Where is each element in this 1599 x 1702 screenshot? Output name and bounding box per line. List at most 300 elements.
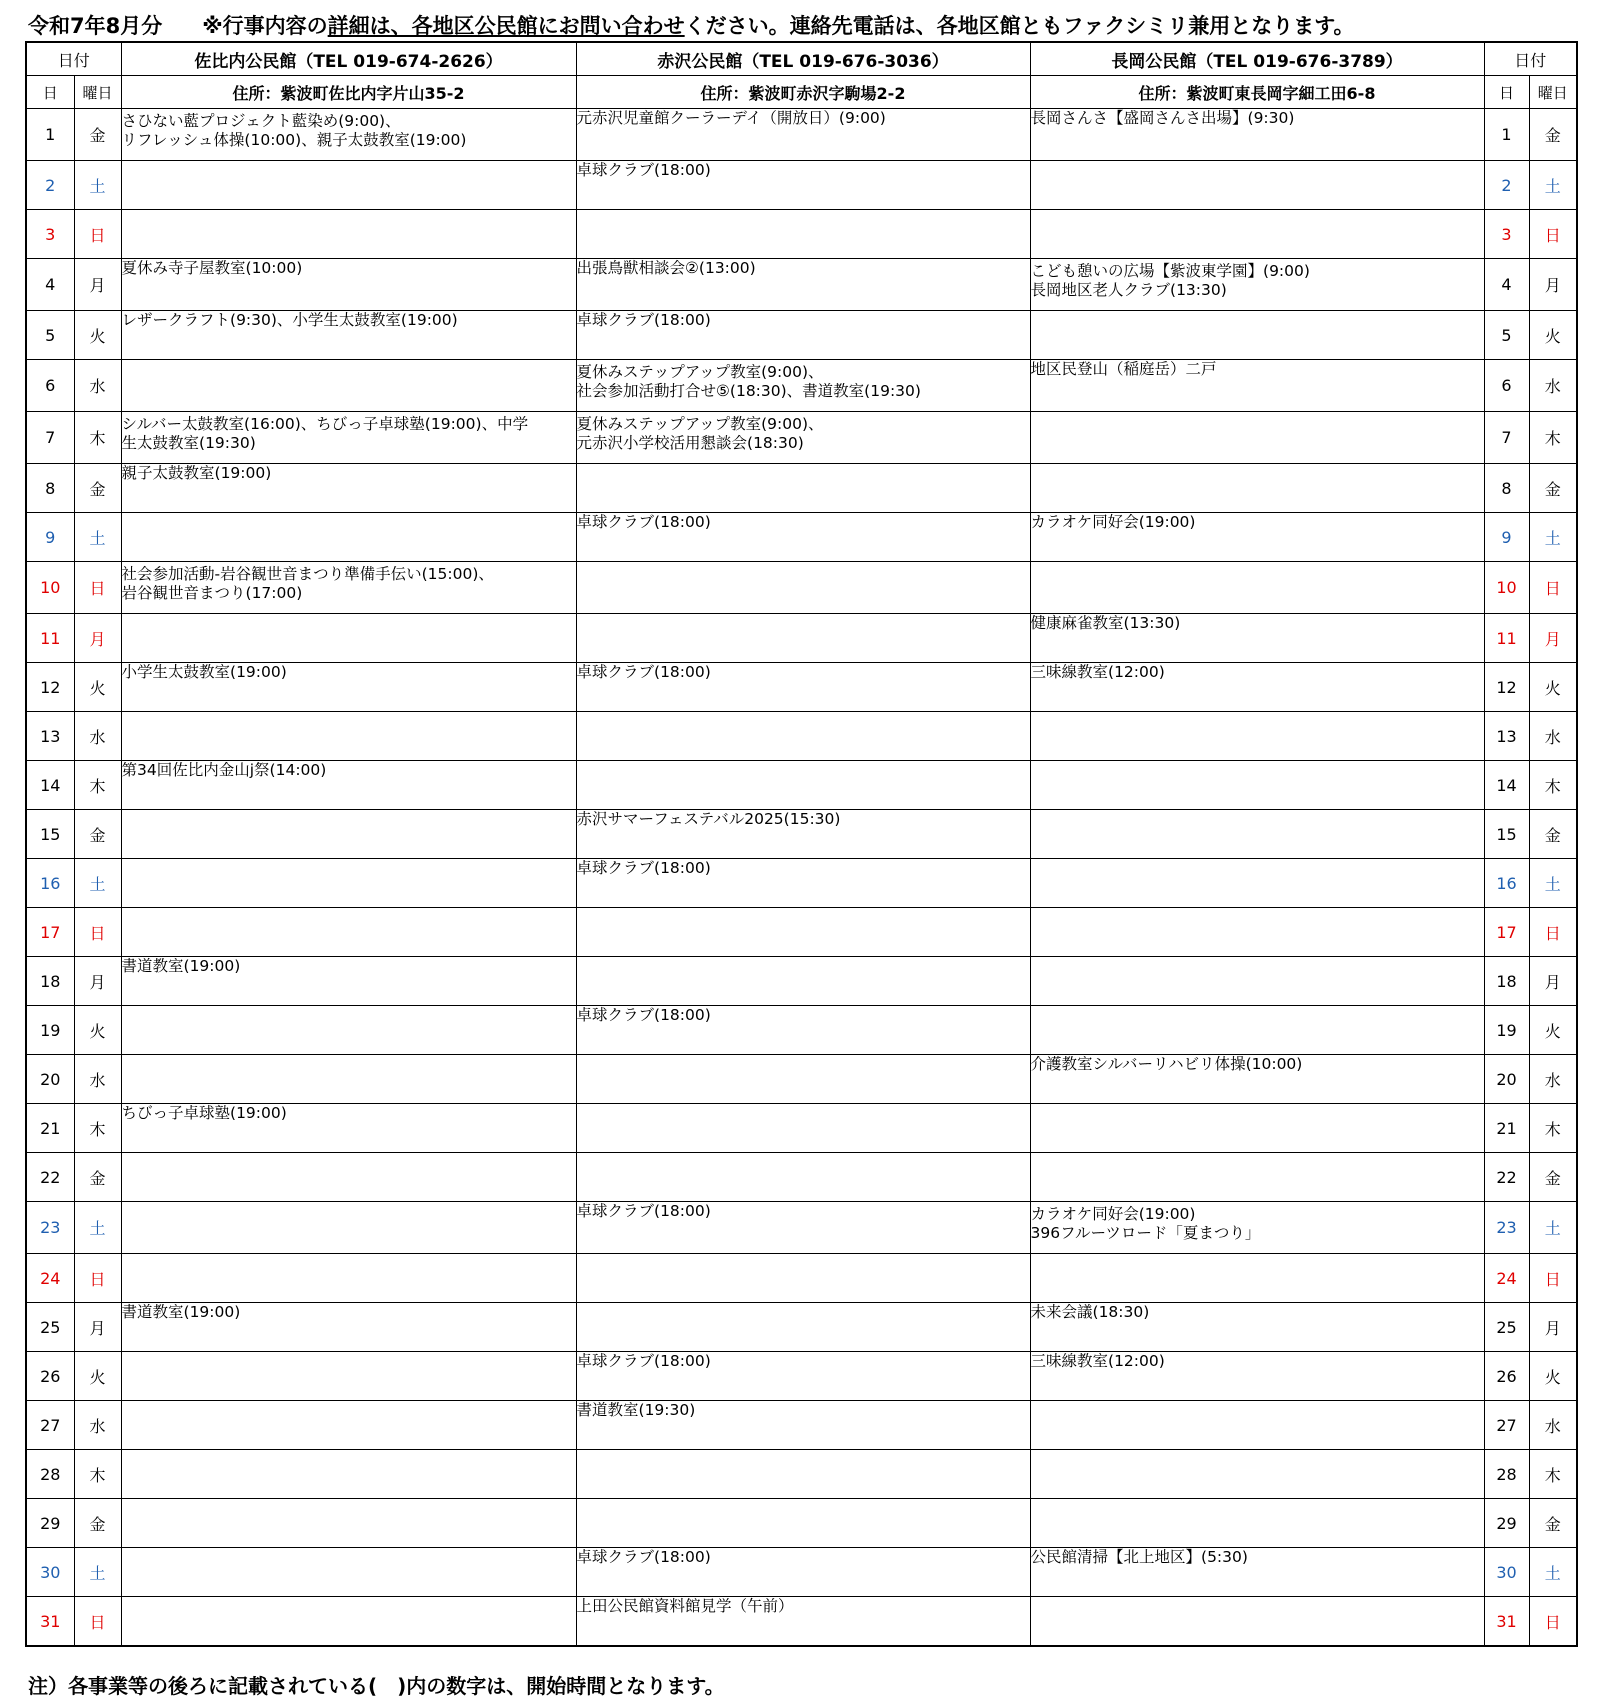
weekday: 水 [74, 360, 121, 412]
hall2-events [576, 1202, 1030, 1254]
day-number-right: 27 [1484, 1401, 1529, 1450]
hall1-events [121, 1401, 576, 1450]
hall1-events [121, 513, 576, 562]
day-number-right: 7 [1484, 412, 1529, 464]
notice-post: ください。連絡先電話は、各地区館ともファクシミリ兼用となります。 [684, 14, 1355, 38]
weekday-right: 月 [1529, 614, 1577, 663]
hall2-events [576, 1548, 1030, 1597]
day-number: 12 [26, 663, 74, 712]
event-line: さひない藍プロジェクト藍染め(9:00)、 [121, 112, 401, 130]
weekday: 水 [74, 1401, 121, 1450]
day-number: 2 [26, 161, 74, 210]
day-number: 28 [26, 1450, 74, 1499]
hall1-events [121, 614, 576, 663]
event-line: 卓球クラブ(18:00) [576, 311, 711, 329]
hall3-events [1030, 957, 1484, 1006]
hall1-events [121, 1499, 576, 1548]
table-row [26, 663, 1577, 712]
day-number: 11 [26, 614, 74, 663]
day-number: 10 [26, 562, 74, 614]
table-row [26, 1597, 1577, 1647]
hall3-events [1030, 1104, 1484, 1153]
day-number: 4 [26, 259, 74, 311]
hall2-events [576, 562, 1030, 614]
day-number-right: 30 [1484, 1548, 1529, 1597]
hall3-events [1030, 663, 1484, 712]
weekday-right: 金 [1529, 1499, 1577, 1548]
hall1-events [121, 1104, 576, 1153]
hall2-events [576, 1499, 1030, 1548]
hall1-events [121, 210, 576, 259]
day-number: 15 [26, 810, 74, 859]
day-number-right: 15 [1484, 810, 1529, 859]
hall1-events [121, 1597, 576, 1647]
event-line: 岩谷観世音まつり(17:00) [121, 584, 303, 602]
event-line: 卓球クラブ(18:00) [576, 1202, 711, 1220]
hall3-events [1030, 311, 1484, 360]
weekday-right: 火 [1529, 311, 1577, 360]
event-line: 三味線教室(12:00) [1030, 663, 1165, 681]
day-number-right: 22 [1484, 1153, 1529, 1202]
event-line: 卓球クラブ(18:00) [576, 859, 711, 877]
event-line: 卓球クラブ(18:00) [576, 1006, 711, 1024]
day-number-right: 9 [1484, 513, 1529, 562]
weekday: 月 [74, 614, 121, 663]
schedule-body [26, 109, 1577, 1647]
event-line: 卓球クラブ(18:00) [576, 1548, 711, 1566]
weekday-right: 日 [1529, 210, 1577, 259]
hall3-name: 長岡公民館（TEL 019-676-3789） [1030, 42, 1484, 76]
day-number: 3 [26, 210, 74, 259]
hall1-events [121, 464, 576, 513]
hall1-events [121, 663, 576, 712]
table-row [26, 1055, 1577, 1104]
event-line: 小学生太鼓教室(19:00) [121, 663, 287, 681]
weekday: 月 [74, 957, 121, 1006]
table-row [26, 562, 1577, 614]
event-line: 未来会議(18:30) [1030, 1303, 1150, 1321]
hall3-events [1030, 1548, 1484, 1597]
day-number-right: 8 [1484, 464, 1529, 513]
hall3-events [1030, 712, 1484, 761]
hall3-events [1030, 1499, 1484, 1548]
weekday: 日 [74, 562, 121, 614]
weekday: 火 [74, 311, 121, 360]
weekday-right: 金 [1529, 464, 1577, 513]
hall3-events [1030, 259, 1484, 311]
table-row [26, 412, 1577, 464]
hall2-events [576, 360, 1030, 412]
weekday: 木 [74, 412, 121, 464]
weekday-right: 水 [1529, 1055, 1577, 1104]
day-number: 26 [26, 1352, 74, 1401]
event-line: 夏休みステップアップ教室(9:00)、 [576, 363, 824, 381]
day-number: 29 [26, 1499, 74, 1548]
weekday-right: 金 [1529, 109, 1577, 161]
weekday-right: 土 [1529, 1548, 1577, 1597]
hall1-events [121, 109, 576, 161]
day-number: 6 [26, 360, 74, 412]
hall2-events [576, 663, 1030, 712]
table-row [26, 810, 1577, 859]
day-number-right: 3 [1484, 210, 1529, 259]
day-number: 13 [26, 712, 74, 761]
day-number: 31 [26, 1597, 74, 1647]
table-row [26, 1153, 1577, 1202]
weekday-right: 月 [1529, 1303, 1577, 1352]
table-row [26, 614, 1577, 663]
day-number: 23 [26, 1202, 74, 1254]
day-number: 8 [26, 464, 74, 513]
day-number: 5 [26, 311, 74, 360]
weekday-right: 木 [1529, 761, 1577, 810]
hall1-events [121, 1450, 576, 1499]
table-row [26, 1202, 1577, 1254]
event-line: 卓球クラブ(18:00) [576, 663, 711, 681]
table-row [26, 1352, 1577, 1401]
date-header-left: 日付 [26, 42, 121, 76]
weekday: 月 [74, 1303, 121, 1352]
hall2-events [576, 311, 1030, 360]
hall2-events [576, 1597, 1030, 1647]
weekday-right: 木 [1529, 1450, 1577, 1499]
weekday-right: 土 [1529, 1202, 1577, 1254]
weekday-right: 金 [1529, 810, 1577, 859]
event-line: 元赤沢小学校活用懇談会(18:30) [576, 434, 804, 452]
weekday: 金 [74, 1153, 121, 1202]
event-line: 社会参加活動‐岩谷観世音まつり準備手伝い(15:00)、 [121, 565, 494, 583]
hall1-events [121, 957, 576, 1006]
weekday: 木 [74, 1104, 121, 1153]
weekday-right: 火 [1529, 663, 1577, 712]
table-row [26, 161, 1577, 210]
day-number-right: 10 [1484, 562, 1529, 614]
hall3-events [1030, 1401, 1484, 1450]
day-number: 16 [26, 859, 74, 908]
weekday: 日 [74, 1597, 121, 1647]
weekday-right: 金 [1529, 1153, 1577, 1202]
weekday: 日 [74, 1254, 121, 1303]
notice-text [202, 14, 1354, 38]
day-number-right: 17 [1484, 908, 1529, 957]
day-number: 24 [26, 1254, 74, 1303]
hall1-events [121, 1202, 576, 1254]
notice-underlined: 詳細は、各地区公民館にお問い合わせ [327, 14, 685, 38]
weekday-header-left: 曜日 [74, 76, 121, 109]
hall1-events [121, 1352, 576, 1401]
hall1-events [121, 562, 576, 614]
event-line: 公民館清掃【北上地区】(5:30) [1030, 1548, 1248, 1566]
hall3-events [1030, 513, 1484, 562]
day-number: 25 [26, 1303, 74, 1352]
event-line: 親子太鼓教室(19:00) [121, 464, 272, 482]
weekday: 火 [74, 1006, 121, 1055]
hall1-events [121, 859, 576, 908]
hall3-events [1030, 908, 1484, 957]
hall2-events [576, 109, 1030, 161]
hall2-events [576, 1352, 1030, 1401]
hall2-events [576, 810, 1030, 859]
weekday: 土 [74, 859, 121, 908]
day-number-right: 5 [1484, 311, 1529, 360]
footnote: 注）各事業等の後ろに記載されている( )内の数字は、開始時間となります。 [28, 1674, 725, 1698]
event-line: 夏休みステップアップ教室(9:00)、 [576, 415, 824, 433]
table-row [26, 957, 1577, 1006]
event-line: 三味線教室(12:00) [1030, 1352, 1165, 1370]
day-number-right: 21 [1484, 1104, 1529, 1153]
table-row [26, 1401, 1577, 1450]
day-header-left: 日 [26, 76, 74, 109]
table-row [26, 859, 1577, 908]
weekday: 水 [74, 712, 121, 761]
day-number: 7 [26, 412, 74, 464]
hall3-events [1030, 1597, 1484, 1647]
event-line: 長岡さんさ【盛岡さんさ出場】(9:30) [1030, 109, 1295, 127]
table-row [26, 259, 1577, 311]
weekday: 水 [74, 1055, 121, 1104]
weekday-right: 木 [1529, 1104, 1577, 1153]
weekday-right: 火 [1529, 1352, 1577, 1401]
day-number-right: 2 [1484, 161, 1529, 210]
hall1-events [121, 1303, 576, 1352]
hall3-events [1030, 614, 1484, 663]
hall1-events [121, 1254, 576, 1303]
weekday: 月 [74, 259, 121, 311]
hall2-name: 赤沢公民館（TEL 019-676-3036） [576, 42, 1030, 76]
event-line: 生太鼓教室(19:30) [121, 434, 256, 452]
hall1-events [121, 761, 576, 810]
event-line: 社会参加活動打合せ⑤(18:30)、書道教室(19:30) [576, 382, 921, 400]
event-line: 396フルーツロード「夏まつり」 [1030, 1224, 1261, 1242]
hall1-events [121, 1153, 576, 1202]
weekday: 土 [74, 1548, 121, 1597]
hall3-events [1030, 1006, 1484, 1055]
table-row [26, 360, 1577, 412]
event-line: 書道教室(19:00) [121, 1303, 241, 1321]
day-number-right: 11 [1484, 614, 1529, 663]
hall2-events [576, 908, 1030, 957]
hall1-address: 住所：紫波町佐比内字片山35-2 [121, 76, 576, 109]
hall1-events [121, 412, 576, 464]
day-number-right: 6 [1484, 360, 1529, 412]
day-number: 17 [26, 908, 74, 957]
event-line: 夏休み寺子屋教室(10:00) [121, 259, 303, 277]
weekday-right: 土 [1529, 513, 1577, 562]
hall2-events [576, 161, 1030, 210]
hall2-events [576, 712, 1030, 761]
hall2-address: 住所：紫波町赤沢字駒場2-2 [576, 76, 1030, 109]
weekday: 土 [74, 161, 121, 210]
event-line: 出張鳥獣相談会②(13:00) [576, 259, 756, 277]
day-number: 22 [26, 1153, 74, 1202]
hall2-events [576, 859, 1030, 908]
hall3-events [1030, 1202, 1484, 1254]
day-number-right: 19 [1484, 1006, 1529, 1055]
day-number-right: 18 [1484, 957, 1529, 1006]
hall2-events [576, 1401, 1030, 1450]
weekday-right: 月 [1529, 259, 1577, 311]
weekday: 木 [74, 1450, 121, 1499]
table-row [26, 712, 1577, 761]
schedule-table [25, 41, 1578, 1647]
hall2-events [576, 957, 1030, 1006]
table-row [26, 1254, 1577, 1303]
day-number-right: 1 [1484, 109, 1529, 161]
event-line: 元赤沢児童館クーラーデイ（開放日）(9:00) [576, 109, 886, 127]
day-number-right: 23 [1484, 1202, 1529, 1254]
hall3-events [1030, 1055, 1484, 1104]
table-row [26, 1104, 1577, 1153]
table-row [26, 1548, 1577, 1597]
hall3-events [1030, 412, 1484, 464]
notice-pre: ※行事内容の [202, 14, 328, 38]
hall2-events [576, 513, 1030, 562]
date-header-right: 日付 [1484, 42, 1577, 76]
event-line: リフレッシュ体操(10:00)、親子太鼓教室(19:00) [121, 131, 467, 149]
event-line: 上田公民館資料館見学（午前） [576, 1597, 794, 1615]
hall3-events [1030, 859, 1484, 908]
hall2-events [576, 210, 1030, 259]
event-line: ちびっ子卓球塾(19:00) [121, 1104, 287, 1122]
hall1-events [121, 908, 576, 957]
event-line: カラオケ同好会(19:00) [1030, 1205, 1196, 1223]
day-number-right: 28 [1484, 1450, 1529, 1499]
event-line: 卓球クラブ(18:00) [576, 161, 711, 179]
day-number: 18 [26, 957, 74, 1006]
weekday-right: 水 [1529, 360, 1577, 412]
hall3-events [1030, 1153, 1484, 1202]
day-number: 1 [26, 109, 74, 161]
hall3-events [1030, 360, 1484, 412]
day-number-right: 31 [1484, 1597, 1529, 1647]
table-row [26, 761, 1577, 810]
day-number-right: 26 [1484, 1352, 1529, 1401]
hall2-events [576, 1254, 1030, 1303]
day-number: 27 [26, 1401, 74, 1450]
event-line: 地区民登山（稲庭岳）二戸 [1030, 360, 1217, 378]
day-number: 19 [26, 1006, 74, 1055]
day-number: 20 [26, 1055, 74, 1104]
hall2-events [576, 1153, 1030, 1202]
weekday-right: 日 [1529, 562, 1577, 614]
hall3-events [1030, 210, 1484, 259]
day-number: 30 [26, 1548, 74, 1597]
day-number-right: 13 [1484, 712, 1529, 761]
event-line: 書道教室(19:00) [121, 957, 241, 975]
event-line: 介護教室シルバーリハビリ体操(10:00) [1030, 1055, 1303, 1073]
weekday-right: 火 [1529, 1006, 1577, 1055]
weekday-right: 水 [1529, 712, 1577, 761]
table-row [26, 109, 1577, 161]
weekday: 金 [74, 810, 121, 859]
table-row [26, 908, 1577, 957]
hall3-events [1030, 761, 1484, 810]
hall3-events [1030, 161, 1484, 210]
hall2-events [576, 1303, 1030, 1352]
hall3-address: 住所：紫波町東長岡字細工田6-8 [1030, 76, 1484, 109]
hall3-events [1030, 109, 1484, 161]
weekday-right: 木 [1529, 412, 1577, 464]
page-heading [28, 10, 1588, 40]
day-number-right: 25 [1484, 1303, 1529, 1352]
event-line: 書道教室(19:30) [576, 1401, 696, 1419]
weekday: 火 [74, 1352, 121, 1401]
event-line: レザークラフト(9:30)、小学生太鼓教室(19:00) [121, 311, 458, 329]
day-number-right: 24 [1484, 1254, 1529, 1303]
table-row [26, 1303, 1577, 1352]
weekday-right: 月 [1529, 957, 1577, 1006]
hall2-events [576, 614, 1030, 663]
hall2-events [576, 1055, 1030, 1104]
weekday: 土 [74, 1202, 121, 1254]
weekday-right: 日 [1529, 1254, 1577, 1303]
weekday: 木 [74, 761, 121, 810]
hall3-events [1030, 810, 1484, 859]
table-row [26, 210, 1577, 259]
hall2-events [576, 1450, 1030, 1499]
hall1-events [121, 1548, 576, 1597]
day-header-right: 日 [1484, 76, 1529, 109]
event-line: 第34回佐比内金山j祭(14:00) [121, 761, 327, 779]
event-line: シルバー太鼓教室(16:00)、ちびっ子卓球塾(19:00)、中学 [121, 415, 529, 433]
hall3-events [1030, 1450, 1484, 1499]
hall1-events [121, 360, 576, 412]
table-row [26, 1499, 1577, 1548]
hall1-events [121, 810, 576, 859]
weekday: 火 [74, 663, 121, 712]
weekday-header-right: 曜日 [1529, 76, 1577, 109]
hall1-events [121, 712, 576, 761]
day-number: 21 [26, 1104, 74, 1153]
weekday: 金 [74, 109, 121, 161]
hall1-name: 佐比内公民館（TEL 019-674-2626） [121, 42, 576, 76]
hall3-events [1030, 464, 1484, 513]
hall2-events [576, 1104, 1030, 1153]
hall2-events [576, 412, 1030, 464]
hall3-events [1030, 1303, 1484, 1352]
event-line: 長岡地区老人クラブ(13:30) [1030, 281, 1227, 299]
weekday-right: 日 [1529, 908, 1577, 957]
weekday: 日 [74, 908, 121, 957]
weekday: 日 [74, 210, 121, 259]
day-number-right: 29 [1484, 1499, 1529, 1548]
weekday-right: 水 [1529, 1401, 1577, 1450]
weekday-right: 土 [1529, 859, 1577, 908]
table-row [26, 464, 1577, 513]
day-number: 14 [26, 761, 74, 810]
table-row [26, 311, 1577, 360]
hall3-events [1030, 1254, 1484, 1303]
hall1-events [121, 259, 576, 311]
event-line: 卓球クラブ(18:00) [576, 1352, 711, 1370]
hall1-events [121, 311, 576, 360]
period-label: 令和7年8月分 [28, 14, 163, 38]
weekday: 土 [74, 513, 121, 562]
hall2-events [576, 1006, 1030, 1055]
weekday: 金 [74, 464, 121, 513]
event-line: 卓球クラブ(18:00) [576, 513, 711, 531]
day-number-right: 14 [1484, 761, 1529, 810]
event-line: 赤沢サマーフェステバル2025(15:30) [576, 810, 841, 828]
weekday-right: 土 [1529, 161, 1577, 210]
hall1-events [121, 1006, 576, 1055]
event-line: 健康麻雀教室(13:30) [1030, 614, 1181, 632]
weekday: 金 [74, 1499, 121, 1548]
day-number-right: 12 [1484, 663, 1529, 712]
event-line: こども憩いの広場【紫波東学園】(9:00) [1030, 262, 1310, 280]
day-number: 9 [26, 513, 74, 562]
hall3-events [1030, 1352, 1484, 1401]
